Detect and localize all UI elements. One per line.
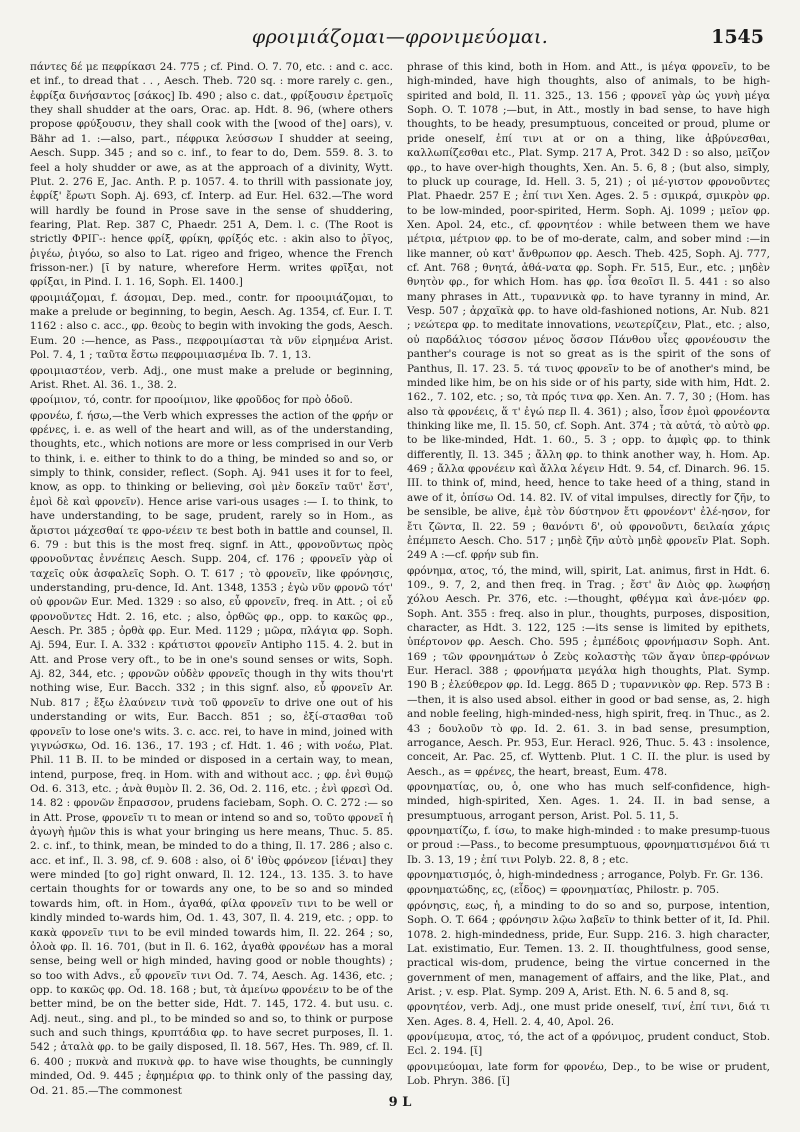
entry-phroneteon: φρονητέον, verb. Adj., one must pride oneself, τινί, ἐπί τινι, διά τι Xen. Ages. 8. 4, Hell. 2. 4, 40, Apol. 26. bbox=[407, 1001, 770, 1028]
printer-signature-mark: 9 L bbox=[388, 1095, 412, 1110]
entry-phronematodes: φρονηματώδης, ες, (εἶδος) = φρονηματίας, Philostr. p. 705. bbox=[407, 884, 720, 897]
entry-frisso-continued: πάντες δέ με πεφρίκασι 24. 775 ; cf. Pind. O. 7. 70, etc. : and c. acc. et inf., to dread that . . , Aesch. Theb. 720 sq. : more rarely c. gen., ἐφρίξα δινήσαντος [σάκος] Ib. 490 ; also c. dat., φρίξουσιν ἐρετμοῖς they shall shudder at the oars, Orac. ap. Hdt. 8. 96, (where others propose φρύξουσιν, they shall cook with the [wood of the] oars), v. Bähr ad 1. :—also, part., πέφρικα λεύσσων I shudder at seeing, Aesch. Supp. 345 ; and so c. inf., to fear to do, Dem. 559. 8. 3. to feel a holy shudder or awe, as at the approach of a divinity, Wytt. Plut. 2. 276 E, Jac. Anth. P. p. 1057. 4. to thrill with passionate joy, ἐφρίξ' ἔρωτι Soph. Aj. 693, cf. Interp. ad Eur. Hel. 632.—The word will hardly be found in Prose save in the sense of shuddering, fearing, Plat. Rep. 387 C, Phaedr. 251 A, Dem. l. c. (The Root is strictly ΦΡΙΓ-: hence φρίξ, φρίκη, φρίξός etc. : akin also to ῥῖγος, ῥιγέω, ῥιγόω, so also to Lat. rigeo and frigeo, whence the French frisson-ner.) [ῑ by nature, wherefore Herm. writes φρῖξαι, not φρίξαι, in Pind. I. 1. 16, Soph. El. 1400.] bbox=[30, 61, 393, 289]
page-number: 1545 bbox=[711, 26, 764, 48]
entry-phronema: φρόνημα, ατος, τό, the mind, will, spirit, Lat. animus, first in Hdt. 6. 109., 9. 7, 2, and then freq. in Trag. ; ἔστ' ἂν Διὸς φρ. λωφήσῃ χόλου Aesch. Pr. 376, etc. :—thought, φθέγμα καὶ ἀνε-μόεν φρ. Soph. Ant. 355 : freq. also in plur., thoughts, purposes, disposition, character, as Hdt. 3. 122, 125 :—its sense is limited by epithets, ὑπέρτονον φρ. Aesch. Cho. 595 ; ἐμπέδοις φρονήμασιν Soph. Ant. 169 ; τῶν φρονημάτων ὁ Ζεὺς κολαστὴς τῶν ἄγαν ὑπερ-φρόνων Eur. Heracl. 388 ; φρονήματα μεγάλα high thoughts, Plat. Symp. 190 B ; ἐλεύθερον φρ. Id. Legg. 865 D ; τυραννικὸν φρ. Rep. 573 B :—then, it is also used absol. either in good or bad sense, as, 2. high and noble feeling, high-minded-ness, high spirit, freq. in Thuc., as 2. 43 ; δουλοῦν τὸ φρ. Id. 2. 61. 3. in bad sense, presumption, arrogance, Aesch. Pr. 953, Eur. Heracl. 926, Thuc. 5. 43 : insolence, conceit, Ar. Pac. 25, cf. Wyttenb. Plut. 1 C. II. the plur. is used by Aesch., as = φρένες, the heart, breast, Eum. 478. bbox=[407, 564, 770, 778]
entry-phronesis: φρόνησις, εως, ἡ, a minding to do so and so, purpose, intention, Soph. O. T. 664 ; φρόνησιν λῷω λαβεῖν to think better of it, Id. Phil. 1078. 2. high-mindedness, pride, Eur. Supp. 216. 3. high character, Lat. existimatio, Eur. Temen. 13. 2. II. thoughtfulness, good sense, practical wis-dom, prudence, being the virtue concerned in the government of men, management of affairs, and the like, Plat., and Arist. ; v. esp. Plat. Symp. 209 A, Arist. Eth. N. 6. 5 and 8, sq. bbox=[407, 899, 770, 998]
right-column bbox=[407, 60, 770, 1099]
page-header bbox=[30, 26, 770, 56]
entry-phroneo-continued: phrase of this kind, both in Hom. and Att., is μέγα φρονεῖν, to be high-minded, have high thoughts, also of animals, to be high-spirited and bold, Il. 11. 325., 13. 156 ; φρονεῖ γὰρ ὡς γυνὴ μέγα Soph. O. T. 1078 ;—but, in Att., mostly in bad sense, to have high thoughts, to be heady, presumptuous, conceited or proud, plume or pride oneself, ἐπί τινι at or on a thing, like ἁβρύνεσθαι, καλλωπίζεσθαι etc., Plat. Symp. 217 A, Prot. 342 D : so also, μεῖζον φρ., to have over-high thoughts, Xen. An. 5. 6, 8 ; (but also, simply, to pluck up courage, Id. Hell. 3. 5, 21) ; οἱ μέ-γιστον φρονοῦντες Plat. Phaedr. 257 E ; ἐπί τινι Xen. Ages. 2. 5 : σμικρά, σμικρὸν φρ. to be low-minded, poor-spirited, Herm. Soph. Aj. 1099 ; μεῖον φρ. Xen. Apol. 24, etc., cf. φρονητέον : while between them we have μέτρια, μέτριον φρ. to be of mo-derate, calm, and sober mind :—in like manner, οὐ κατ' ἄνθρωπον φρ. Aesch. Theb. 425, Soph. Aj. 777, cf. Ant. 768 ; θνητά, ἀθά-νατα φρ. Soph. Fr. 515, Eur., etc. ; μηδὲν θνητὸν φρ., for which Hom. has φρ. ἶσα θεοῖσι Il. 5. 441 : so also many phrases in Att., τυραννικὰ φρ. to have tyranny in mind, Ar. Vesp. 507 ; ἀρχαϊκὰ φρ. to have old-fashioned notions, Ar. Nub. 821 ; νεώτερα φρ. to meditate innovations, νεωτερίζειν, Plat., etc. ; also, οὐ παρδάλιος τόσσον μένος ὅσσον Πάνθου υἷες φρονέουσιν the panther's courage is not so great as is the spirit of the sons of Panthus, Il. 17. 23. 5. τά τινος φρονεῖν to be of another's mind, be minded like him, be on his side or of his party, side with him, Hdt. 2. 162., 7. 102, etc. ; so, τὰ πρός τινα φρ. Xen. An. 7. 7, 30 ; (Hom. has also τὰ φρονέεις, ἅ τ' ἐγώ περ Il. 4. 361) ; also, ἶσον ἐμοὶ φρονέοντα thinking like me, Il. 15. 50, cf. Soph. Ant. 374 ; τὰ αὐτά, τὸ αὐτὸ φρ. to be like-minded, Hdt. 1. 60., 5. 3 ; opp. to ἀμφὶς φρ. to think differently, Il. 13. 345 ; ἄλλη φρ. to think another way, h. Hom. Ap. 469 ; ἄλλα φρονέειν καὶ ἄλλα λέγειν Hdt. 9. 54, cf. Dinarch. 96. 15. III. to think of, mind, heed, hence to take heed of a thing, stand in awe of it, ὀπίσω Od. 14. 82. IV. of vital impulses, directly for ζῆν, to be sensible, be alive, ἐμὲ τὸν δύστηνον ἔτι φρονέοντ' ἐλέ-ησον, for ἔτι ζῶντα, Il. 22. 59 ; θανόντι δ', οὐ φρονοῦντι, δειλαία χάρις ἐπέμπετο Aesch. Cho. 517 ; μηδὲ ζῆν αὐτὸ μηδὲ φρονεῖν Plat. Soph. 249 A :—cf. φρήν sub fin. bbox=[407, 61, 770, 562]
entry-phroneo: φρονέω, f. ήσω,—the Verb which expresses the action of the φρήν or φρένες, i. e. as well of the heart and will, as of the understanding, thoughts, etc., which notions are more or less comprised in our Verb to think, i. e. either to think to do a thing, be minded so and so, or simply to think, consider, reflect. (Soph. Aj. 941 uses it for to feel, know, as opp. to thinking or believing, σοὶ μὲν δοκεῖν ταῦτ' ἔστ', ἐμοὶ δὲ καὶ φρονεῖν). Hence arise vari-ous usages :— I. to think, to have understanding, to be sage, prudent, rarely so in Hom., as ἄριστοι μάχεσθαί τε φρο-νέειν τε best both in battle and counsel, Il. 6. 79 : but this is the most freq. signf. in Att., φρονοῦντως πρὸς φρονοῦντας ἐννέπεις Aesch. Supp. 204, cf. 176 ; φρονεῖν γὰρ οἱ ταχεῖς οὐκ ἀσφαλεῖς Soph. O. T. 617 ; τὸ φρονεῖν, like φρόνησις, understanding, pru-dence, Id. Ant. 1348, 1353 ; ἐγὼ νῦν φρονῶ τότ' οὐ φρονῶν Eur. Med. 1329 : so also, εὖ φρονεῖν, freq. in Att. ; οἱ εὖ φρονοῦντες Hdt. 2. 16, etc. ; also, ὀρθῶς φρ., opp. to κακῶς φρ., Aesch. Pr. 385 ; ὀρθὰ φρ. Eur. Med. 1129 ; μῶρα, πλάγια φρ. Soph. Aj. 594, Eur. I. A. 332 : κράτιστοι φρονεῖν Antipho 115. 4. 2. but in Att. and Prose very oft., to be in one's sound senses or wits, Soph. Aj. 82, 344, etc. ; φρονῶν οὐδὲν φρονεῖς though in thy wits thou'rt nothing wise, Eur. Bacch. 332 ; in this signf. also, εὖ φρονεῖν Ar. Nub. 817 ; ἔξω ἐλαύνειν τινὰ τοῦ φρονεῖν to drive one out of his understanding or wits, Eur. Bacch. 851 ; so, ἐξί-στασθαι τοῦ φρονεῖν to lose one's wits. 3. c. acc. rei, to have in mind, joined with γιγνώσκω, Od. 16. 136., 17. 193 ; cf. Hdt. 1. 46 ; with νοέω, Plat. Phil. 11 B. II. to be minded or disposed in a certain way, to mean, intend, purpose, freq. in Hom. with and without acc. ; φρ. ἐνὶ θυμῷ Od. 6. 313, etc. ; ἀνὰ θυμὸν Il. 2. 36, Od. 2. 116, etc. ; ἐνὶ φρεσὶ Od. 14. 82 : φρονῶν ἔπρασσον, prudens faciebam, Soph. O. C. 272 :— so in Att. Prose, φρονεῖν τι to mean or intend so and so, τοῦτο φρονεῖ ἡ ἀγωγὴ ἡμῶν this is what your bringing us here means, Thuc. 5. 85. 2. c. inf., to think, mean, be minded to do a thing, Il. 17. 286 ; also c. acc. et inf., Il. 3. 98, cf. 9. 608 : also, οἱ δ' ἰθὺς φρόνεον [ἰέναι] they were minded [to go] right onward, Il. 12. 124., 13. 135. 3. to have certain thoughts for or towards any one, to be so and so minded towards him, oft. in Hom., ἀγαθά, φίλα φρονεῖν τινι to be well or kindly minded to-wards him, Od. 1. 43, 307, Il. 4. 219, etc. ; opp. to κακὰ φρονεῖν τινι to be evil minded towards him, Il. 22. 264 ; so, ὀλοὰ φρ. Il. 16. 701, (but in Il. 6. 162, ἀγαθὰ φρονέων has a moral sense, being well or high minded, having good or noble thoughts) ; so too with Advs., εὖ φρονεῖν τινι Od. 7. 74, Aesch. Ag. 1436, etc. ; opp. to κακῶς φρ. Od. 18. 168 ; but, τὰ ἀμείνω φρονέειν to be of the better mind, be on the better side, Hdt. 7. 145, 172. 4. but usu. c. Adj. neut., sing. and pl., to be minded so and so, to think or purpose such and such things, κρυπτάδια φρ. to have secret purposes, Il. 1. 542 ; ἀταλὰ φρ. to be gaily disposed, Il. 18. 567, Hes. Th. 989, cf. Il. 6. 400 ; πυκνὰ and πυκινὰ φρ. to have wise thoughts, be cunningly minded, Od. 9. 445 ; ἐφημέρια φρ. to think only of the passing day, Od. 21. 85.—The commonest bbox=[30, 409, 393, 1097]
text-columns bbox=[30, 60, 770, 1099]
entry-phronematismos: φρονηματισμός, ὁ, high-mindedness ; arrogance, Polyb. Fr. Gr. 136. bbox=[407, 869, 764, 882]
entry-phroimiazomai: φροιμιάζομαι, f. άσομαι, Dep. med., contr. for προοιμιάζομαι, to make a prelude or beginning, to begin, Aesch. Ag. 1354, cf. Eur. I. T. 1162 : also c. acc., φρ. θεοὺς to begin with invoking the gods, Aesch. Eum. 20 :—hence, as Pass., πεφροιμίασται τὰ νῦν εἰρημένα Arist. Pol. 7. 4, 1 ; ταῦτα ἔστω πεφροιμιασμένα Ib. 7. 1, 13. bbox=[30, 291, 393, 362]
entry-phronimeuomai: φρονιμεύομαι, late form for φρονέω, Dep., to be wise or prudent, Lob. Phryn. 386. [ῐ] bbox=[407, 1060, 770, 1088]
entry-phroimion: φροίμιον, τό, contr. for προοίμιον, like φροῦδος for πρὸ ὁδοῦ. bbox=[30, 394, 353, 407]
running-head: φρoιμιάζομαι—φρoνιμεύoμαι. bbox=[251, 26, 549, 48]
entry-phroimiasteon: φροιμιαστέον, verb. Adj., one must make a prelude or beginning, Arist. Rhet. Al. 36. 1., 38. 2. bbox=[30, 364, 393, 391]
left-column bbox=[30, 60, 393, 1099]
entry-phronematias: φρονηματίας, ου, ὁ, one who has much self-confidence, high-minded, high-spirited, Xen. Ages. 1. 24. II. in bad sense, a presumptuous, arrogant person, Arist. Pol. 5. 11, 5. bbox=[407, 780, 770, 822]
entry-phronematizo: φρονηματίζω, f. ίσω, to make high-minded : to make presump-tuous or proud :—Pass., to become presumptuous, φρονηματισμένοι διά τι Ib. 3. 13, 19 ; ἐπί τινι Polyb. 22. 8, 8 ; etc. bbox=[407, 825, 770, 866]
entry-phronimeuma: φρονίμευμα, ατος, τό, the act of a φρόνιμος, prudent conduct, Stob. Ecl. 2. 194. [ῐ] bbox=[407, 1031, 770, 1058]
